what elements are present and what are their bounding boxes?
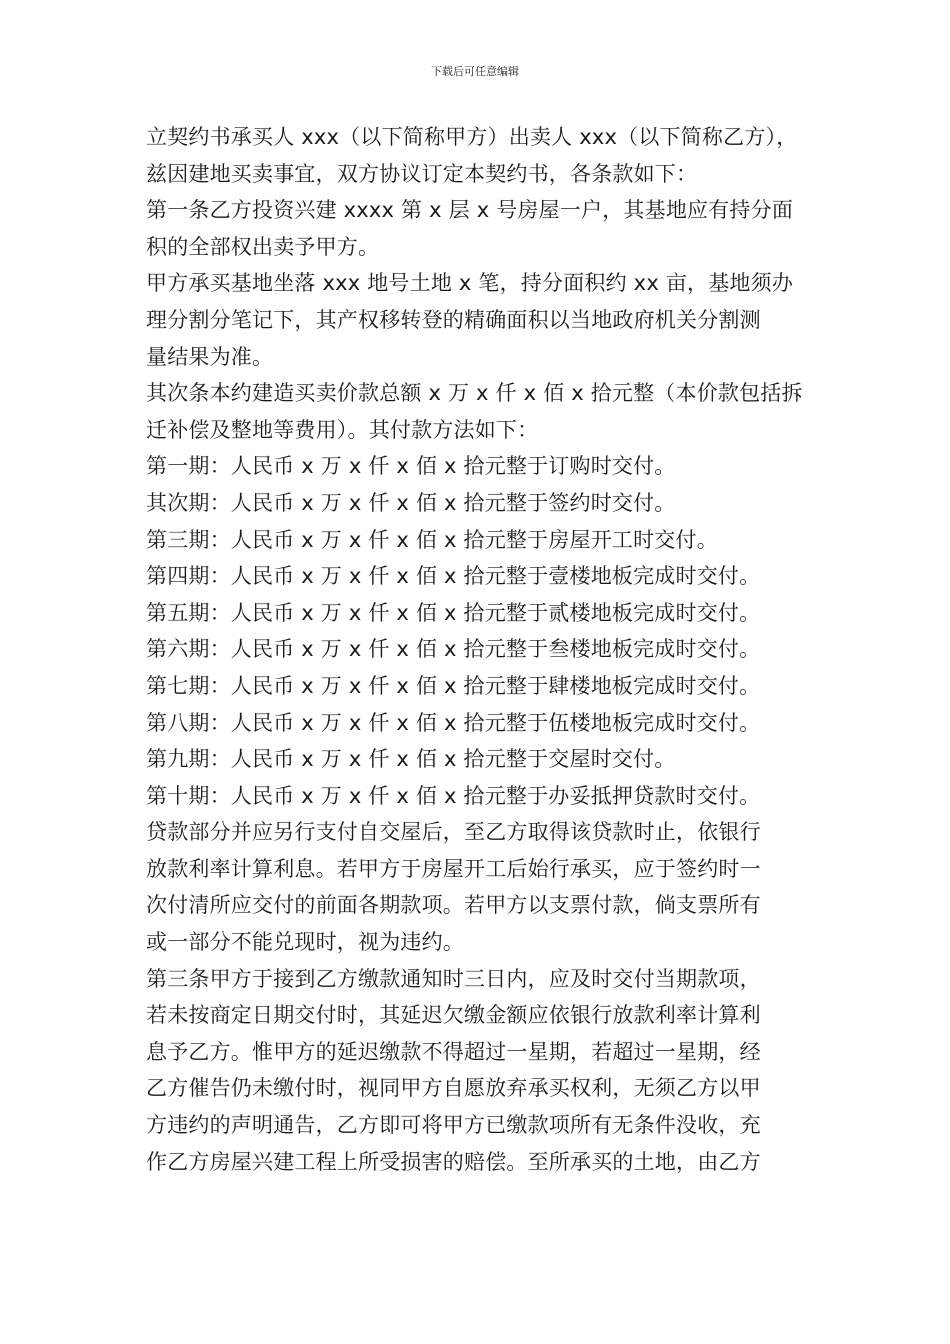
text-line: 乙方催告仍未缴付时，视同甲方自愿放弃承买权利，无须乙方以甲 xyxy=(146,1076,761,1101)
text-line: 放款利率计算利息。若甲方于房屋开工后始行承买，应于签约时一 xyxy=(146,856,761,881)
text-line: 立契约书承买人 xxx（以下简称甲方）出卖人 xxx（以下简称乙方）， xyxy=(146,125,798,149)
text-line: 积的全部权出卖予甲方。 xyxy=(146,234,380,259)
document-body xyxy=(146,119,836,1180)
text-line: 理分割分笔记下，其产权移转登的精确面积以当地政府机关分割测 xyxy=(146,307,761,332)
text-line: 方违约的声明通告，乙方即可将甲方已缴款项所有无条件没收，充 xyxy=(146,1113,761,1138)
text-line: 第一期：人民币 x 万 x 仟 x 佰 x 拾元整于订购时交付。 xyxy=(146,454,676,479)
text-line: 第四期：人民币 x 万 x 仟 x 佰 x 拾元整于壹楼地板完成时交付。 xyxy=(146,564,761,589)
text-line: 第七期：人民币 x 万 x 仟 x 佰 x 拾元整于肆楼地板完成时交付。 xyxy=(146,673,761,698)
text-line: 迁补偿及整地等费用）。其付款方法如下： xyxy=(146,417,539,442)
text-line: 息予乙方。惟甲方的延迟缴款不得超过一星期，若超过一星期，经 xyxy=(146,1039,761,1064)
page-header-note: 下载后可任意编辑 xyxy=(431,65,519,78)
text-line: 第十期：人民币 x 万 x 仟 x 佰 x 拾元整于办妥抵押贷款时交付。 xyxy=(146,783,761,808)
text-line: 第三条甲方于接到乙方缴款通知时三日内，应及时交付当期款项， xyxy=(146,966,761,991)
text-line: 甲方承买基地坐落 xxx 地号土地 x 笔，持分面积约 xx 亩，基地须办 xyxy=(146,271,794,296)
text-line: 作乙方房屋兴建工程上所受损害的赔偿。至所承买的土地，由乙方 xyxy=(146,1149,761,1174)
text-line: 次付清所应交付的前面各期款项。若甲方以支票付款，倘支票所有 xyxy=(146,893,761,918)
text-line: 兹因建地买卖事宜，双方协议订定本契约书，各条款如下： xyxy=(146,161,698,186)
text-line: 量结果为准。 xyxy=(146,344,274,369)
text-line: 第五期：人民币 x 万 x 仟 x 佰 x 拾元整于贰楼地板完成时交付。 xyxy=(146,600,761,625)
text-line: 若未按商定日期交付时，其延迟欠缴金额应依银行放款利率计算利 xyxy=(146,1003,761,1028)
text-line: 贷款部分并应另行支付自交屋后，至乙方取得该贷款时止，依银行 xyxy=(146,820,761,845)
text-line: 或一部分不能兑现时，视为违约。 xyxy=(146,930,464,955)
text-line: 其次条本约建造买卖价款总额 x 万 x 仟 x 佰 x 拾元整（本价款包括拆 xyxy=(146,381,803,406)
text-line: 第一条乙方投资兴建 xxxx 第 x 层 x 号房屋一户，其基地应有持分面 xyxy=(146,198,794,223)
text-line: 第三期：人民币 x 万 x 仟 x 佰 x 拾元整于房屋开工时交付。 xyxy=(146,527,718,552)
text-line: 第六期：人民币 x 万 x 仟 x 佰 x 拾元整于叁楼地板完成时交付。 xyxy=(146,637,761,662)
text-line: 第八期：人民币 x 万 x 仟 x 佰 x 拾元整于伍楼地板完成时交付。 xyxy=(146,710,761,735)
text-line: 其次期：人民币 x 万 x 仟 x 佰 x 拾元整于签约时交付。 xyxy=(146,490,676,515)
text-line: 第九期：人民币 x 万 x 仟 x 佰 x 拾元整于交屋时交付。 xyxy=(146,747,676,772)
